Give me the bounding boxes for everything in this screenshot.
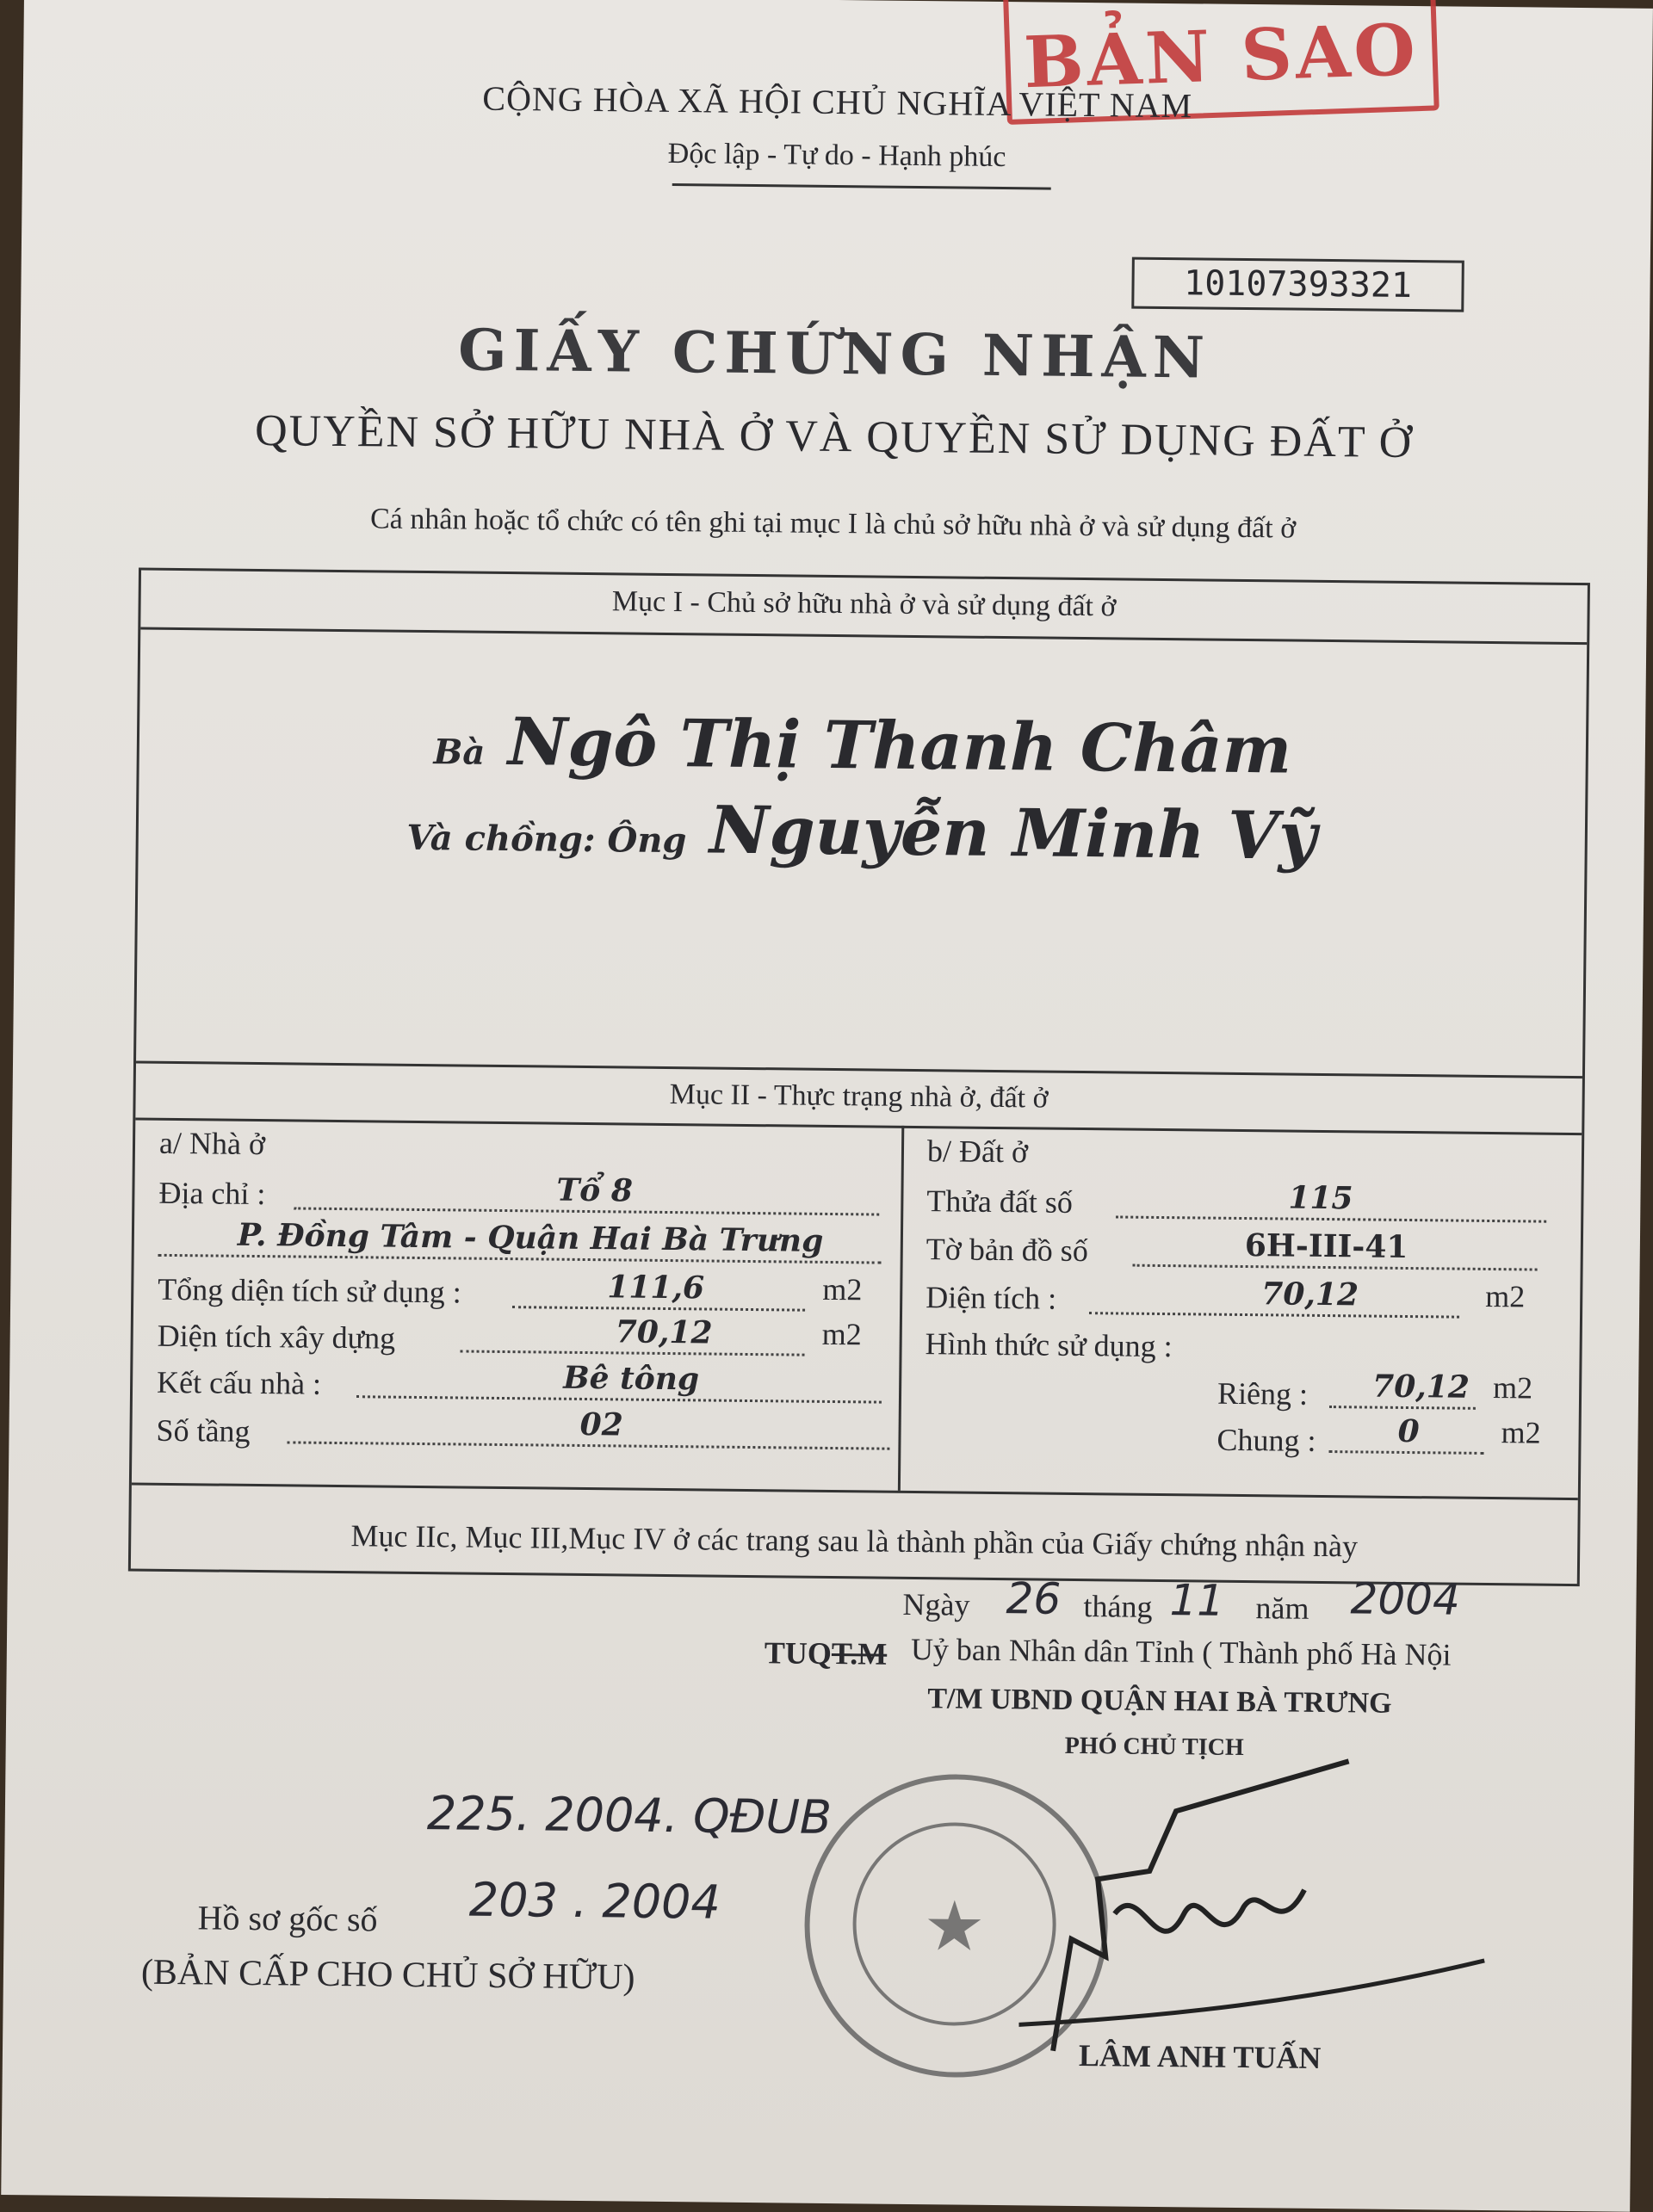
signer-name: LÂM ANH TUẤN [1078,2038,1322,2075]
parcel-label: Thửa đất số [926,1183,1074,1220]
built-area-label: Diện tích xây dựng [157,1318,396,1356]
seal-star-icon: ★ [923,1889,986,1966]
usage-label: Hình thức sử dụng : [925,1326,1173,1364]
issued-for-owner: (BẢN CẤP CHO CHỦ SỞ HỮU) [140,1952,635,1998]
house-heading: a/ Nhà ở [158,1125,266,1162]
owner-name-line [139,700,1587,792]
date-month: 11 [1169,1575,1225,1626]
republic-header: CỘNG HÒA XÃ HỘI CHỦ NGHĨA VIỆT NAM [482,78,1193,126]
section-1-heading: Mục I - Chủ sở hữu nhà ở và sử dụng đất ở [611,585,1117,623]
private-value: 70,12 [1371,1368,1470,1406]
map-value: 6H-III-41 [1244,1227,1408,1266]
land-area-value: 70,12 [1261,1276,1359,1313]
private-unit: m2 [1492,1370,1533,1406]
authority-struck: T.M [831,1636,888,1671]
private-label: Riêng : [1217,1375,1309,1412]
parcel-value: 115 [1288,1179,1353,1217]
certificate-table [128,568,1590,1587]
record-handwritten-1: 225. 2004. QĐUB [426,1786,833,1845]
shared-value: 0 [1397,1412,1420,1450]
structure-value: Bê tông [562,1359,700,1398]
land-heading: b/ Đất ở [926,1134,1029,1170]
spouse-name: Nguyễn Minh Vỹ [709,791,1317,874]
address-label: Địa chỉ : [158,1175,266,1212]
footer-note: Mục IIc, Mục III,Mục IV ở các trang sau là thành phần của Giấy chứng nhận này [350,1518,1359,1564]
serial-number: 10107393321 [1131,257,1464,312]
date-day-label: Ngày [902,1586,970,1622]
total-area-label: Tổng diện tích sử dụng : [158,1271,461,1310]
authority-line-1: Uỷ ban Nhân dân Tỉnh ( Thành phố Hà Nội [910,1631,1452,1672]
structure-label: Kết cấu nhà : [156,1364,322,1401]
copy-stamp: BẢN SAO [1003,0,1439,125]
spouse-prefix: Và chồng: Ông [406,817,687,862]
authority-position: PHÓ CHỦ TỊCH [1064,1732,1244,1762]
floors-label: Số tầng [156,1412,251,1449]
spouse-name-line [138,786,1585,878]
built-area-unit: m2 [821,1316,862,1352]
certificate-page [1,0,1653,2212]
authority-prefix [765,1634,888,1671]
address-line-1: Tổ 8 [556,1171,634,1209]
owner-name: Ngô Thị Thanh Châm [507,703,1292,788]
land-area-label: Diện tích : [926,1280,1057,1316]
floors-value: 02 [579,1406,623,1443]
map-label: Tờ bản đồ số [926,1232,1089,1269]
divider [140,627,1587,646]
date-day: 26 [1006,1573,1062,1624]
motto-underline [672,183,1051,190]
column-divider [898,1126,904,1491]
certificate-subtitle: QUYỀN SỞ HỮU NHÀ Ở VÀ QUYỀN SỬ DỤNG ĐẤT Ở [254,405,1414,468]
built-area-value: 70,12 [615,1313,713,1351]
signature-icon [1018,1740,1504,2073]
address-line-2: P. Đồng Tâm - Quận Hai Bà Trưng [237,1216,824,1259]
land-area-unit: m2 [1485,1278,1526,1314]
date-year: 2004 [1350,1573,1461,1625]
ownership-statement: Cá nhân hoặc tổ chức có tên ghi tại mục I là chủ sở hữu nhà ở và sử dụng đất ở [369,503,1297,545]
section-2-heading: Mục II - Thực trạng nhà ở, đất ở [669,1078,1049,1115]
certificate-title: GIẤY CHỨNG NHẬN [457,316,1212,392]
shared-label: Chung : [1217,1422,1316,1458]
total-area-unit: m2 [822,1271,863,1307]
shared-unit: m2 [1501,1415,1541,1450]
divider [135,1118,1582,1136]
record-handwritten-2: 203 . 2004 [468,1872,721,1930]
authority-tuq: TUQ [764,1635,833,1671]
national-motto: Độc lập - Tự do - Hạnh phúc [667,137,1006,174]
date-year-label: năm [1255,1591,1309,1626]
owner-prefix: Bà [433,732,486,773]
total-area-value: 111,6 [607,1269,705,1307]
divider [132,1482,1578,1500]
original-record-label: Hồ sơ gốc số [197,1898,378,1939]
authority-line-2: T/M UBND QUẬN HAI BÀ TRƯNG [927,1683,1392,1720]
date-month-label: tháng [1083,1589,1153,1624]
